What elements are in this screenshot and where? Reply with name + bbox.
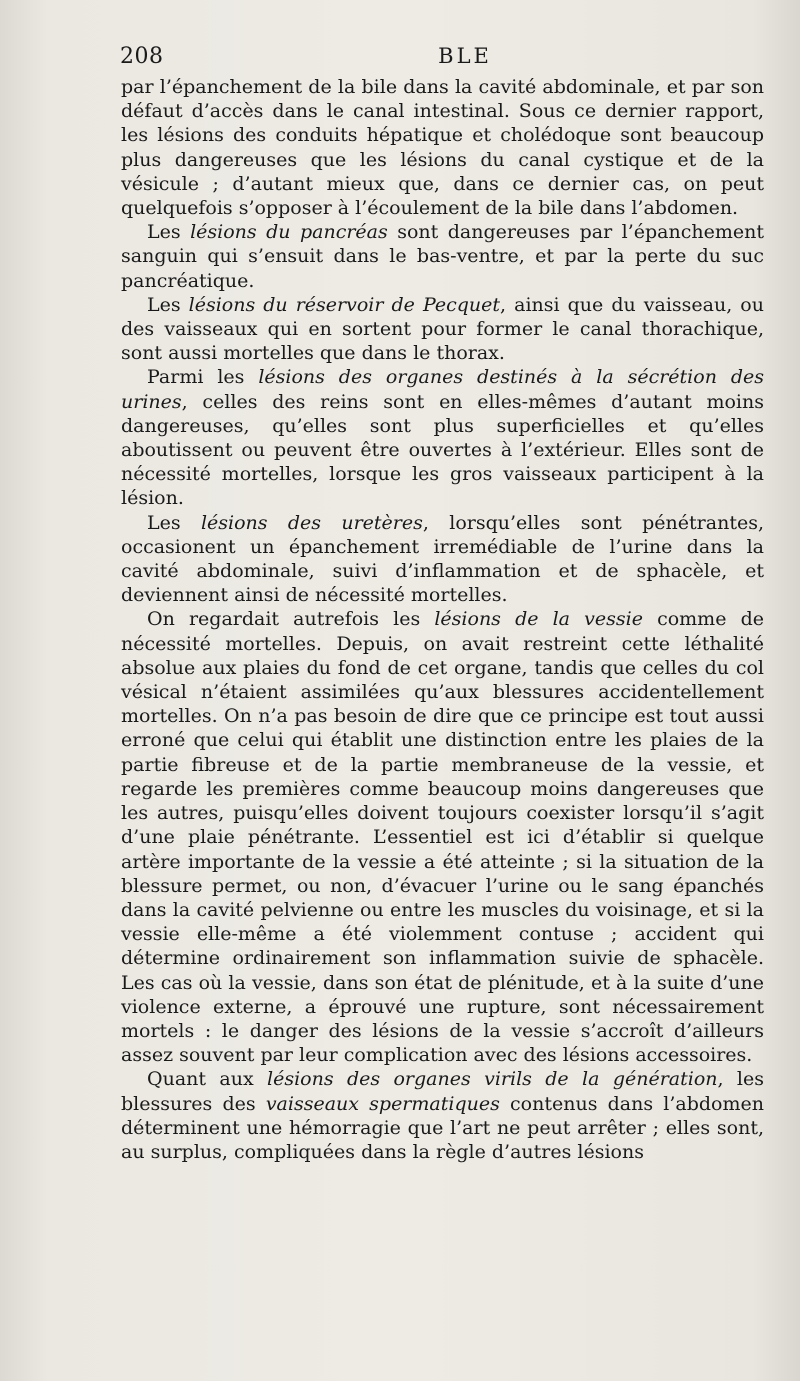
text-run: , les blessures des [121,1068,764,1115]
text-run: , ainsi que du vaisseau, ou des vaisseaux qui en sortent pour former le canal thorachique, sont aussi mortelles que dans le thorax. [121,293,764,365]
text-run: On regardait autrefois les [147,608,435,631]
body-text [121,75,764,1164]
italic-text: lésions des uretères [200,511,423,534]
page-header [120,44,765,74]
paragraph [121,365,764,510]
running-head: BLE [438,44,492,68]
paragraph [121,1067,764,1164]
text-run: par l’épanchement de la bile dans la cavité abdominale, et par son défaut d’accès dans le canal intestinal. Sous ce dernier rapport, les lésions des conduits hépatique et cholédoque sont beaucoup plus dangereuses que les lésions du canal cystique et de la vésicule ; d’autant mieux que, dans ce dernier cas, on peut quelquefois s’opposer à l’écoulement de la bile dans l’abdomen. [121,76,764,220]
text-run: comme de nécessité mortelles. Depuis, on avait restreint cette léthalité absolue aux plaies du fond de cet organe, tandis que celles du col vésical n’étaient assimilées qu’aux blessures accidentellement mortelles. On n’a pas besoin de dire que ce principe est tout aussi erroné que celui qui établit une distinction entre les plaies de la partie fibreuse et de la partie membraneuse de la vessie, et regarde les premières comme beaucoup moins dangereuses que les autres, puisqu’elles doivent toujours coexister lorsqu’il s’agit d’une plaie pénétrante. L’essentiel est ici d’établir si quelque artère importante de la vessie a été atteinte ; si la situation de la blessure permet, ou non, d’évacuer l’urine ou le sang épanchés dans la cavité pelvienne ou entre les muscles du voisinage, et si la vessie elle-même a été violemment contuse ; accident qui détermine ordinairement son inflammation suivie de sphacèle. Les cas où la vessie, dans son état de plénitude, et à la suite d’une violence externe, a éprouvé une rupture, sont nécessairement mortels : le danger des lésions de la vessie s’accroît d’ailleurs assez souvent par leur complication avec des lésions accessoires. [121,608,764,1067]
text-run: Parmi les [147,366,259,389]
text-run: sont dangereuses par l’épanchement sanguin qui s’ensuit dans le bas-ventre, et par la perte du suc pancréatique. [121,221,765,292]
italic-text: lésions des organes destinés à la sécrétion des urines [121,366,764,413]
paragraph [121,511,764,608]
italic-text: vaisseaux spermatiques [265,1092,500,1115]
italic-text: lésions des organes virils de la génération [267,1068,718,1091]
text-run: Quant aux [147,1068,268,1091]
text-run: , lorsqu’elles sont pénétrantes, occasionent un épanchement irremédiable de l’urine dans la cavité abdominale, suivi d’inflammation et de sphacèle, et deviennent ainsi de nécessité mortelles. [121,511,764,607]
paragraph [121,293,764,366]
paragraph [121,220,764,293]
italic-text: lésions du réservoir de Pecquet [188,293,501,316]
page-number: 208 [120,44,164,69]
italic-text: lésions du pancréas [190,221,388,244]
text-run: contenus dans l’abdomen déterminent une hémorragie que l’art ne peut arrêter ; elles sont, au surplus, compliquées dans la règle d’autres lésions [121,1092,764,1163]
text-run: Les [147,511,201,534]
text-run: Les [147,293,189,316]
paragraph [121,607,764,1067]
italic-text: lésions de la vessie [434,608,643,631]
paragraph [121,75,764,220]
text-run: , celles des reins sont en elles-mêmes d’autant moins dangereuses, qu’elles sont plus superficielles et qu’elles aboutissent ou peuvent être ouvertes à l’extérieur. Elles sont de nécessité mortelles, lorsque les gros vaisseaux participent à la lésion. [121,390,764,510]
text-run: Les [147,221,191,244]
